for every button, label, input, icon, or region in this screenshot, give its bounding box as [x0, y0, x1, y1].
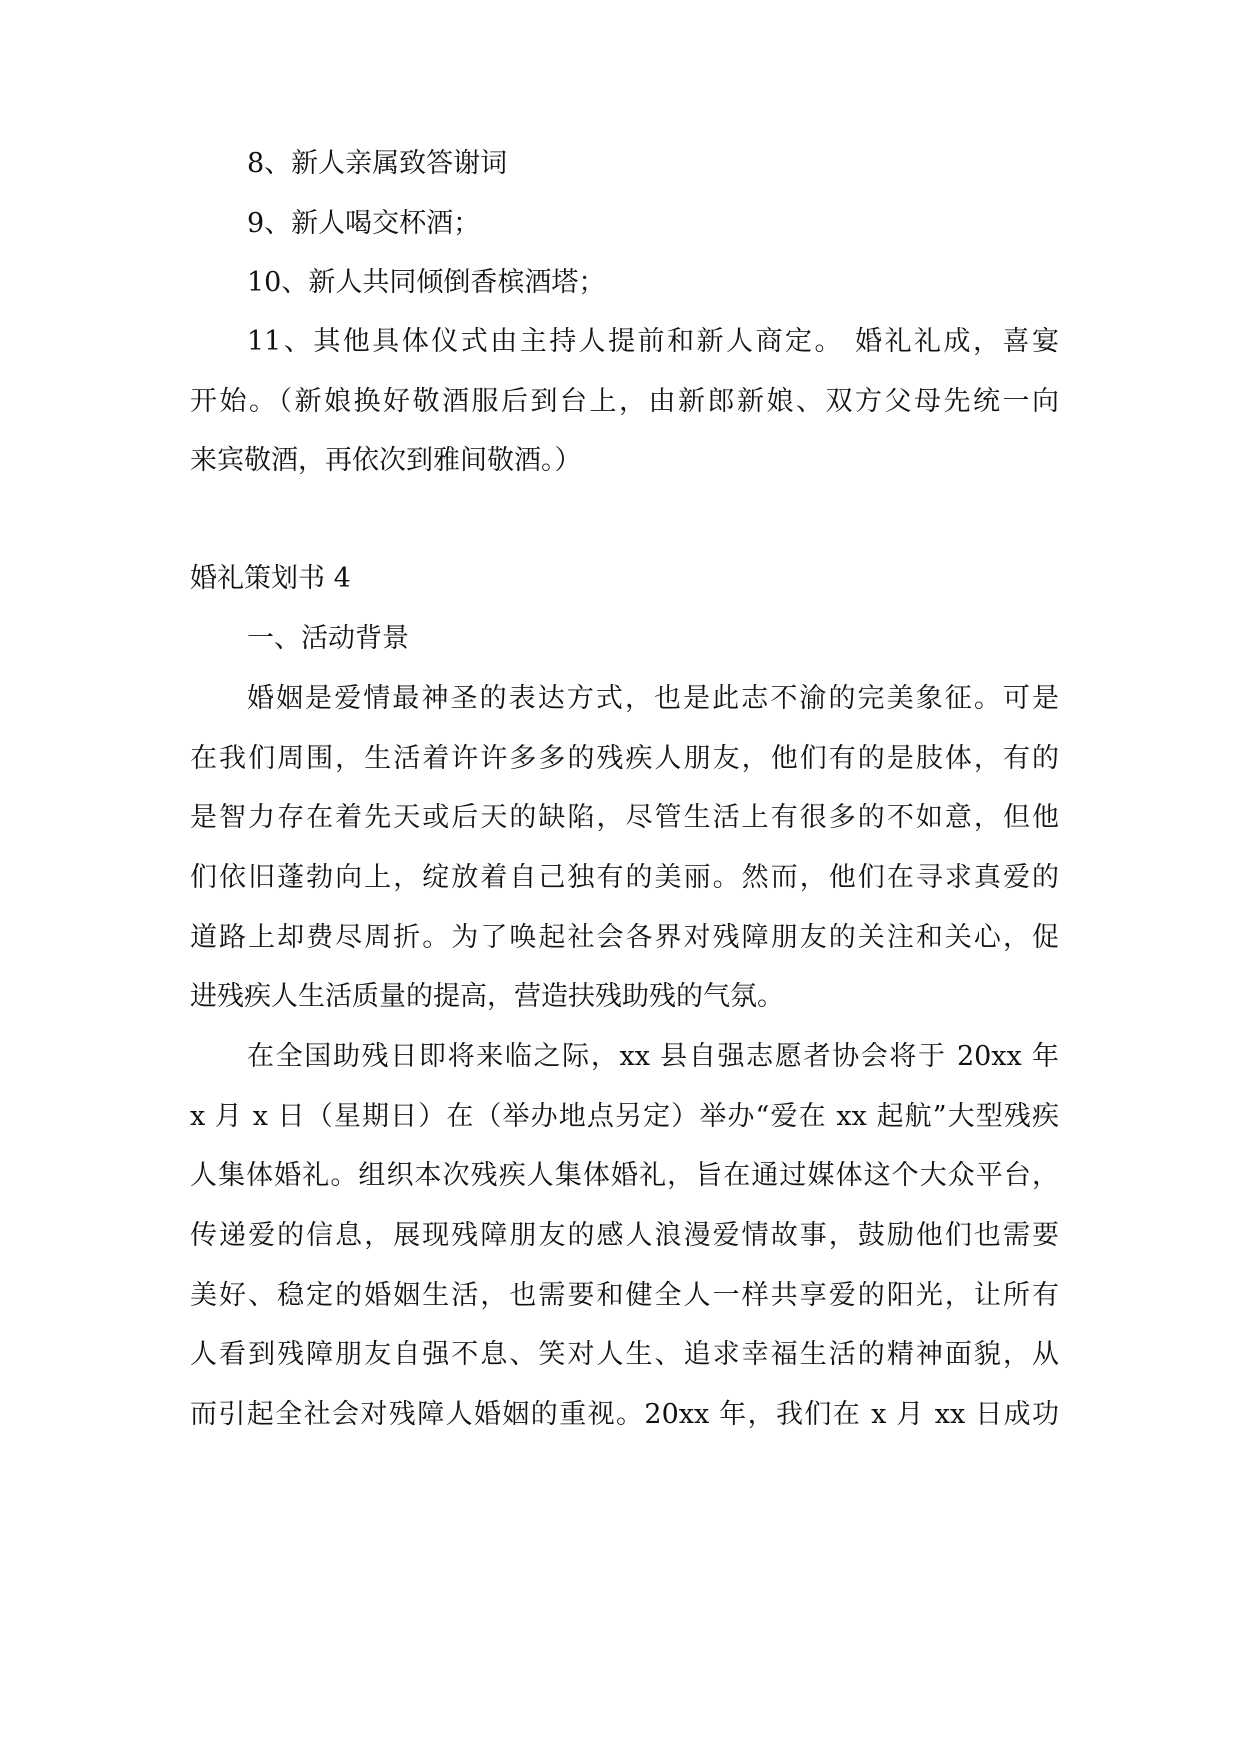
paragraph-1-line: 婚姻是爱情最神圣的表达方式，也是此志不渝的完美象征。可是 [247, 683, 1059, 714]
paragraph-2-line: 在全国助残日即将来临之际，xx 县自强志愿者协会将于 20xx 年 [247, 1041, 1059, 1072]
paragraph-1-line: 们依旧蓬勃向上，绽放着自己独有的美丽。然而，他们在寻求真爱的 [190, 862, 1059, 893]
paragraph-2-line: 而引起全社会对残障人婚姻的重视。20xx 年，我们在 x 月 xx 日成功 [190, 1399, 1059, 1430]
subheading-background: 一、活动背景 [247, 623, 409, 654]
section-title: 婚礼策划书 4 [190, 563, 351, 594]
paragraph-2-line: x 月 x 日（星期日）在（举办地点另定）举办“爱在 xx 起航”大型残疾 [190, 1101, 1059, 1132]
paragraph-1-line: 在我们周围，生活着许许多多的残疾人朋友，他们有的是肢体，有的 [190, 743, 1059, 774]
paragraph-2-line: 人看到残障朋友自强不息、笑对人生、追求幸福生活的精神面貌，从 [190, 1339, 1059, 1370]
paragraph-2-line: 传递爱的信息，展现残障朋友的感人浪漫爱情故事，鼓励他们也需要 [190, 1220, 1059, 1251]
list-item-8: 8、新人亲属致答谢词 [247, 148, 508, 179]
list-item-11-line-3: 来宾敬酒，再依次到雅间敬酒。） [190, 445, 582, 476]
list-item-10: 10、新人共同倾倒香槟酒塔； [247, 267, 606, 298]
paragraph-2-line: 人集体婚礼。组织本次残疾人集体婚礼，旨在通过媒体这个大众平台， [190, 1160, 1059, 1191]
paragraph-2-line: 美好、稳定的婚姻生活，也需要和健全人一样共享爱的阳光，让所有 [190, 1280, 1059, 1311]
list-item-11-line-2: 开始。（新娘换好敬酒服后到台上，由新郎新娘、双方父母先统一向 [190, 386, 1059, 417]
list-item-11-line-1: 11、其他具体仪式由主持人提前和新人商定。 婚礼礼成，喜宴 [247, 326, 1059, 357]
paragraph-1-line: 进残疾人生活质量的提高，营造扶残助残的气氛。 [190, 981, 784, 1012]
paragraph-1-line: 是智力存在着先天或后天的缺陷，尽管生活上有很多的不如意，但他 [190, 802, 1059, 833]
paragraph-1-line: 道路上却费尽周折。为了唤起社会各界对残障朋友的关注和关心，促 [190, 922, 1059, 953]
list-item-9: 9、新人喝交杯酒； [247, 208, 481, 239]
